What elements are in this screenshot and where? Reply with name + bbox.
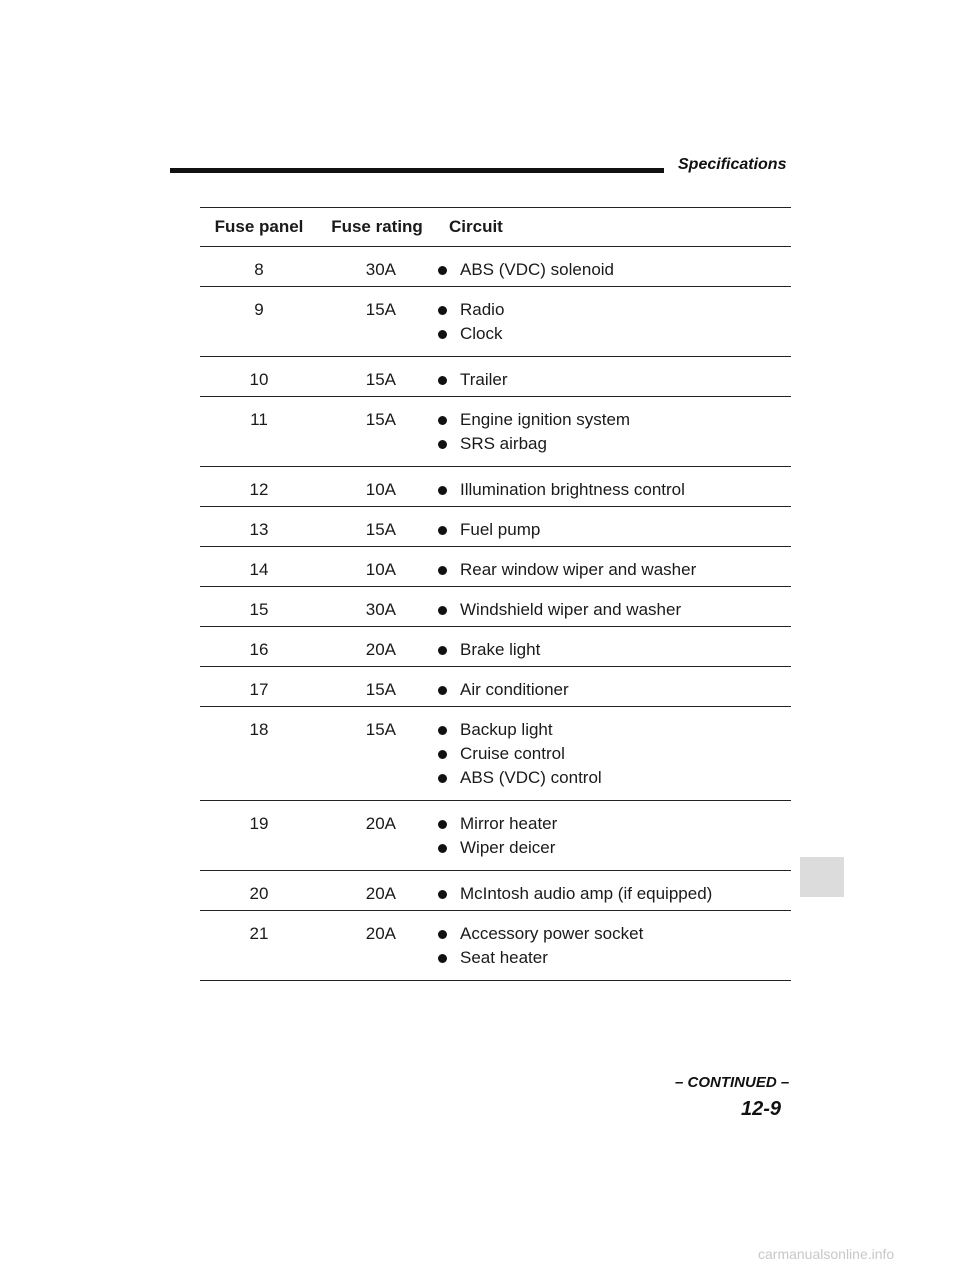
circuit-label: ABS (VDC) control <box>460 768 602 787</box>
fuse-panel-cell: 11 <box>200 397 318 467</box>
circuit-cell <box>436 357 791 397</box>
circuit-label: Air conditioner <box>460 680 569 699</box>
header-rule <box>170 168 664 173</box>
circuit-label: Fuel pump <box>460 520 541 539</box>
bullet-icon <box>438 686 447 695</box>
circuit-label: Illumination brightness control <box>460 480 685 499</box>
fuse-panel-cell: 9 <box>200 287 318 357</box>
table-row <box>200 547 791 587</box>
circuit-item <box>436 558 791 582</box>
bullet-icon <box>438 526 447 535</box>
circuit-item <box>436 766 791 790</box>
table-row <box>200 667 791 707</box>
table-row <box>200 627 791 667</box>
circuit-label: Trailer <box>460 370 508 389</box>
circuit-item <box>436 368 791 392</box>
fuse-panel-cell: 14 <box>200 547 318 587</box>
column-header-fuse-rating: Fuse rating <box>318 208 436 247</box>
circuit-item <box>436 678 791 702</box>
bullet-icon <box>438 726 447 735</box>
table-row <box>200 587 791 627</box>
table-row <box>200 801 791 871</box>
bullet-icon <box>438 930 447 939</box>
circuit-item <box>436 882 791 906</box>
circuit-item <box>436 922 791 946</box>
circuit-item <box>436 298 791 322</box>
table-row <box>200 507 791 547</box>
continued-label: – CONTINUED – <box>675 1074 790 1091</box>
table-header-row <box>200 208 791 247</box>
bullet-icon <box>438 486 447 495</box>
fuse-panel-cell: 19 <box>200 801 318 871</box>
fuse-rating-cell: 15A <box>318 397 436 467</box>
fuse-panel-cell: 13 <box>200 507 318 547</box>
circuit-label: Engine ignition system <box>460 410 631 429</box>
bullet-icon <box>438 266 447 275</box>
circuit-item <box>436 812 791 836</box>
circuit-label: Wiper deicer <box>460 838 556 857</box>
circuit-label: Radio <box>460 300 505 319</box>
circuit-label: Rear window wiper and washer <box>460 560 697 579</box>
circuit-item <box>436 638 791 662</box>
fuse-rating-cell: 30A <box>318 587 436 627</box>
column-header-circuit: Circuit <box>436 208 791 247</box>
section-title: Specifications <box>678 156 787 173</box>
bullet-icon <box>438 820 447 829</box>
bullet-icon <box>438 306 447 315</box>
fuse-panel-cell: 12 <box>200 467 318 507</box>
fuse-panel-cell: 15 <box>200 587 318 627</box>
bullet-icon <box>438 890 447 899</box>
table-row <box>200 247 791 287</box>
circuit-item <box>436 518 791 542</box>
circuit-cell <box>436 801 791 871</box>
circuit-label: Mirror heater <box>460 814 558 833</box>
fuse-table-body <box>200 247 791 981</box>
fuse-rating-cell: 30A <box>318 247 436 287</box>
bullet-icon <box>438 774 447 783</box>
table-row <box>200 911 791 981</box>
bullet-icon <box>438 416 447 425</box>
circuit-cell <box>436 587 791 627</box>
bullet-icon <box>438 954 447 963</box>
circuit-item <box>436 718 791 742</box>
circuit-item <box>436 946 791 970</box>
circuit-label: Seat heater <box>460 948 548 967</box>
fuse-rating-cell: 15A <box>318 507 436 547</box>
table-row <box>200 397 791 467</box>
bullet-icon <box>438 844 447 853</box>
circuit-label: SRS airbag <box>460 434 547 453</box>
fuse-rating-cell: 10A <box>318 547 436 587</box>
circuit-item <box>436 408 791 432</box>
watermark: carmanualsonline.info <box>758 1246 895 1262</box>
circuit-item <box>436 836 791 860</box>
circuit-item <box>436 742 791 766</box>
circuit-cell <box>436 397 791 467</box>
circuit-item <box>436 322 791 346</box>
bullet-icon <box>438 566 447 575</box>
fuse-rating-cell: 20A <box>318 871 436 911</box>
circuit-cell <box>436 287 791 357</box>
fuse-rating-cell: 15A <box>318 707 436 801</box>
fuse-panel-cell: 20 <box>200 871 318 911</box>
circuit-item <box>436 258 791 282</box>
circuit-cell <box>436 707 791 801</box>
table-row <box>200 871 791 911</box>
circuit-cell <box>436 627 791 667</box>
circuit-cell <box>436 547 791 587</box>
chapter-tab <box>800 857 844 897</box>
circuit-label: ABS (VDC) solenoid <box>460 260 615 279</box>
circuit-label: Clock <box>460 324 503 343</box>
bullet-icon <box>438 646 447 655</box>
fuse-panel-cell: 18 <box>200 707 318 801</box>
bullet-icon <box>438 750 447 759</box>
fuse-rating-cell: 20A <box>318 911 436 981</box>
fuse-rating-cell: 15A <box>318 287 436 357</box>
table-row <box>200 357 791 397</box>
table-row <box>200 707 791 801</box>
bullet-icon <box>438 330 447 339</box>
bullet-icon <box>438 606 447 615</box>
fuse-table <box>200 207 791 981</box>
circuit-cell <box>436 467 791 507</box>
bullet-icon <box>438 376 447 385</box>
fuse-panel-cell: 8 <box>200 247 318 287</box>
table-row <box>200 467 791 507</box>
fuse-rating-cell: 15A <box>318 667 436 707</box>
circuit-label: Accessory power socket <box>460 924 644 943</box>
bullet-icon <box>438 440 447 449</box>
circuit-cell <box>436 507 791 547</box>
circuit-cell <box>436 247 791 287</box>
circuit-cell <box>436 667 791 707</box>
fuse-panel-cell: 10 <box>200 357 318 397</box>
circuit-label: Brake light <box>460 640 541 659</box>
fuse-panel-cell: 21 <box>200 911 318 981</box>
fuse-panel-cell: 17 <box>200 667 318 707</box>
circuit-cell <box>436 911 791 981</box>
circuit-label: Backup light <box>460 720 553 739</box>
circuit-label: McIntosh audio amp (if equipped) <box>460 884 713 903</box>
circuit-item <box>436 478 791 502</box>
fuse-rating-cell: 10A <box>318 467 436 507</box>
circuit-label: Windshield wiper and washer <box>460 600 682 619</box>
page-number: 12-9 <box>741 1098 782 1120</box>
circuit-item <box>436 432 791 456</box>
circuit-cell <box>436 871 791 911</box>
fuse-rating-cell: 20A <box>318 801 436 871</box>
circuit-item <box>436 598 791 622</box>
table-row <box>200 287 791 357</box>
column-header-fuse-panel: Fuse panel <box>200 208 318 247</box>
fuse-panel-cell: 16 <box>200 627 318 667</box>
fuse-rating-cell: 20A <box>318 627 436 667</box>
fuse-rating-cell: 15A <box>318 357 436 397</box>
circuit-label: Cruise control <box>460 744 565 763</box>
